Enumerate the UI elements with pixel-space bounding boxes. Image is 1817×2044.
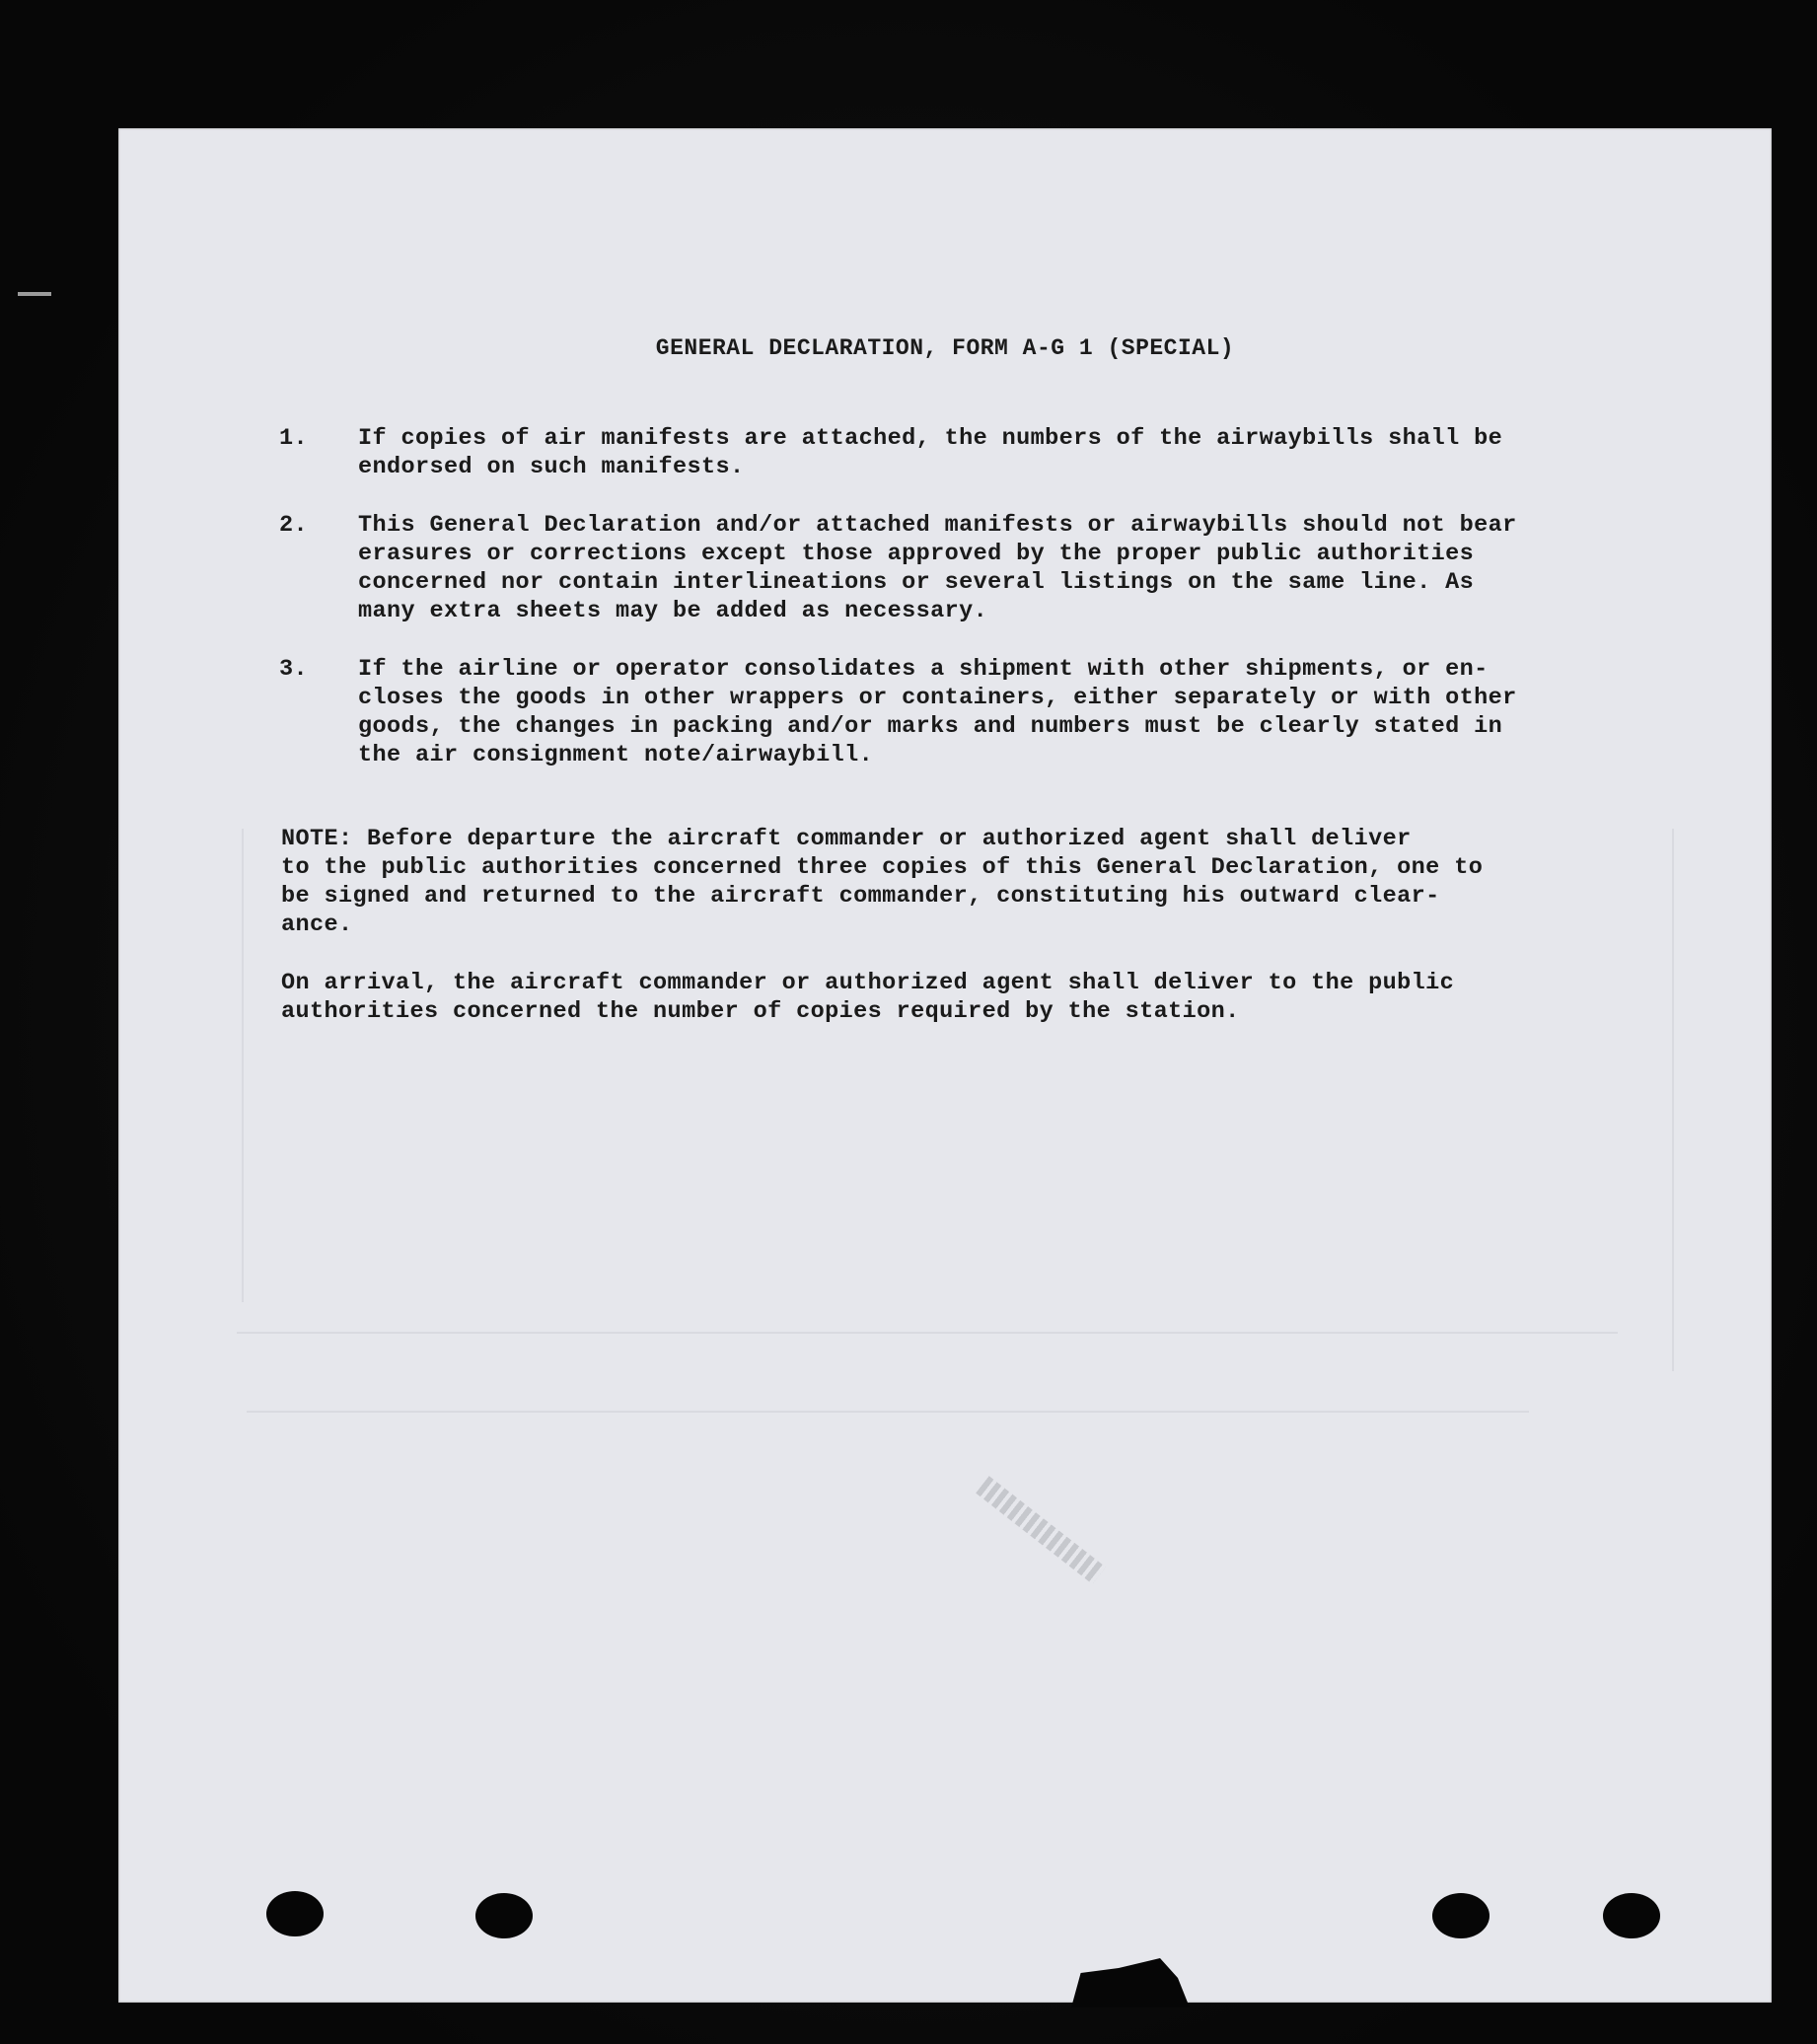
item-number: 1. [279,425,309,452]
bleed-through-line [247,1411,1529,1413]
document-page [118,128,1772,2003]
bleed-through-line [242,829,244,1302]
item-number: 3. [279,656,309,683]
item-number: 2. [279,512,309,539]
bleed-through-line [1672,829,1674,1371]
punch-hole [1432,1893,1490,1938]
scan-edge-mark [18,292,51,296]
item-text: If the airline or operator consolidates a shipment with other shipments, or en- closes the goods in other wrappers or containers, either separately or with other goods, the changes in packing and/or marks and numbers must be clearly stated in the air consignment note/airwaybill. [358,656,1517,768]
item-text: If copies of air manifests are attached, the numbers of the airwaybills shall be endorsed on such manifests. [358,425,1503,480]
arrival-paragraph: On arrival, the aircraft commander or authorized agent shall deliver to the public authorities concerned the number of copies required by the station. [281,970,1455,1025]
list-item [279,511,1621,625]
note-paragraph: NOTE: Before departure the aircraft commander or authorized agent shall deliver to the public authorities concerned three copies of this General Declaration, one to be signed and returned to the aircraft commander, constituting his outward clear- ance. [281,826,1484,938]
punch-hole [266,1891,324,1936]
punch-hole [475,1893,533,1938]
punch-hole [1603,1893,1660,1938]
list-item [279,655,1621,769]
item-text: This General Declaration and/or attached manifests or airwaybills should not bear erasures or corrections except those approved by the proper public authorities concerned nor contain interlineations or several listings on the same line. As many extra sheets may be added as necessary. [358,512,1517,624]
bleed-through-line [237,1332,1618,1334]
faint-stamp-mark [976,1476,1106,1584]
document-title: GENERAL DECLARATION, FORM A-G 1 (SPECIAL) [655,335,1235,361]
list-item [279,424,1621,481]
